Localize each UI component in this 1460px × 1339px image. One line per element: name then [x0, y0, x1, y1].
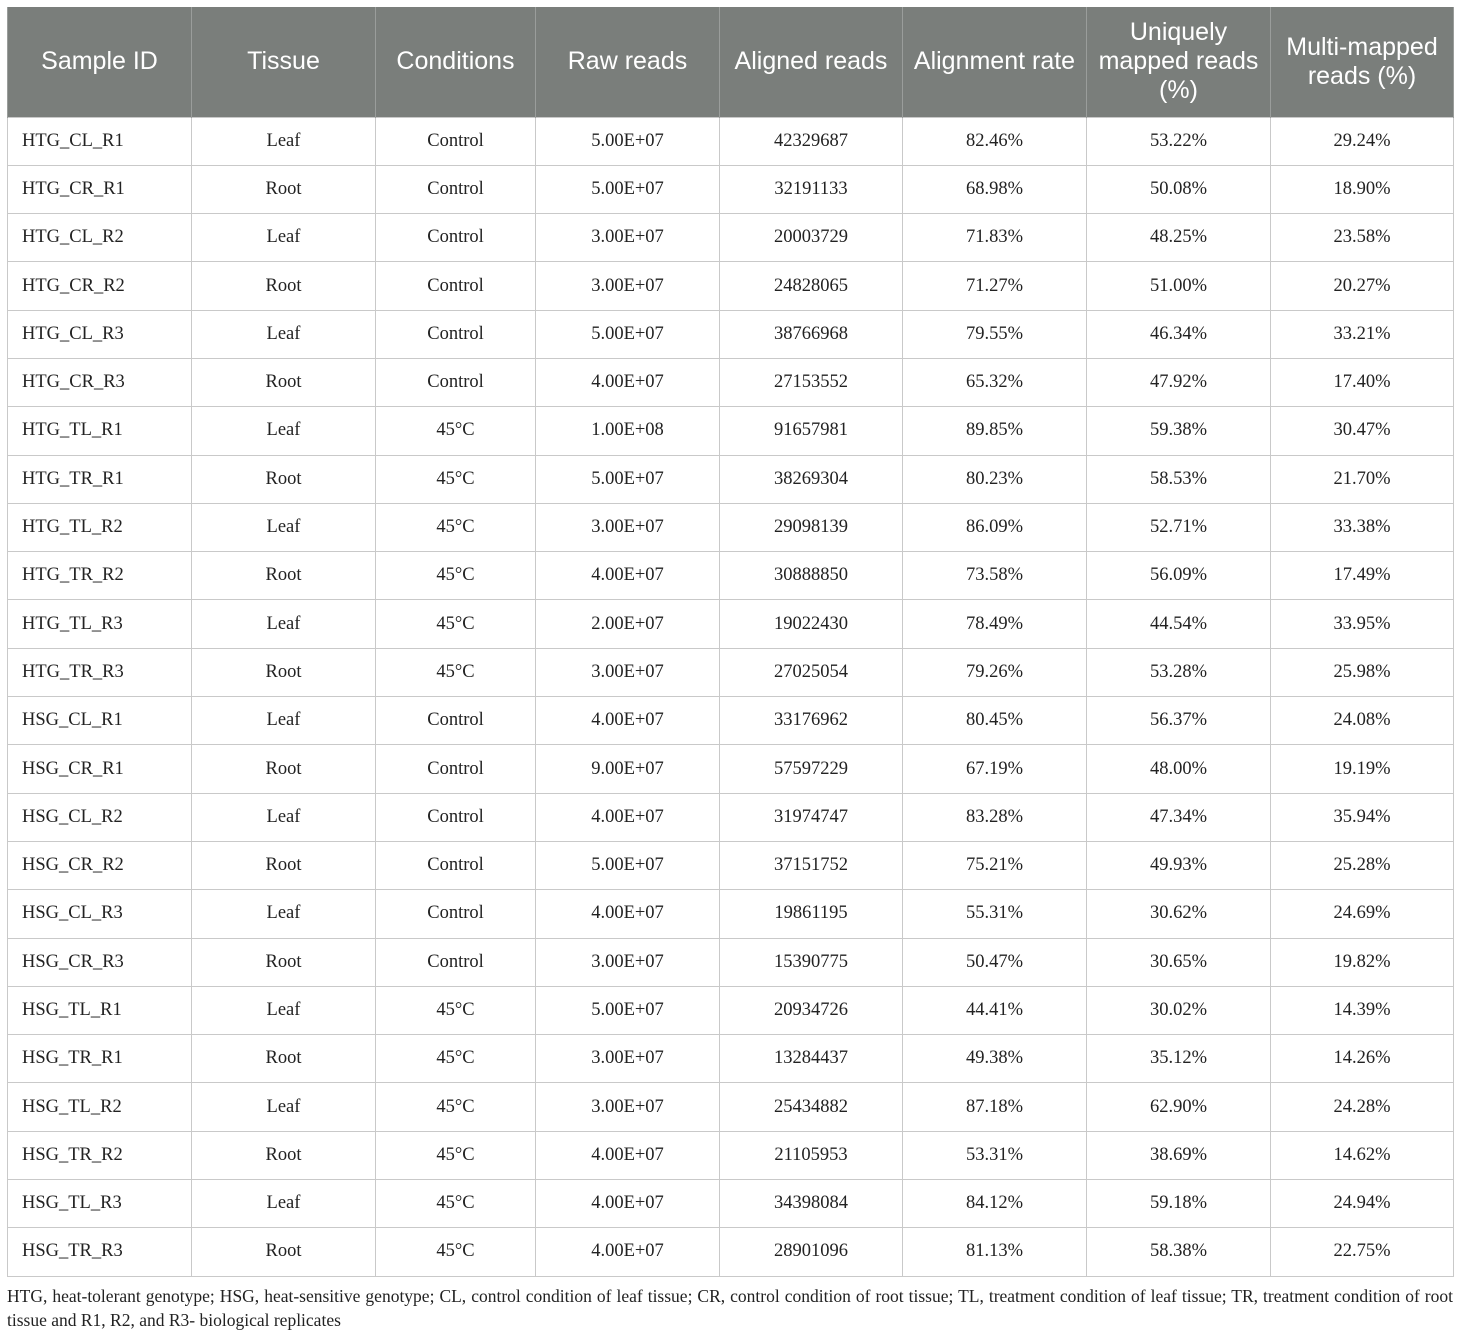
table-cell: 62.90%	[1087, 1083, 1271, 1131]
column-header: Tissue	[192, 7, 376, 117]
table-cell: 28901096	[720, 1228, 903, 1276]
table-cell: 53.22%	[1087, 117, 1271, 165]
table-cell: 15390775	[720, 938, 903, 986]
table-cell: 4.00E+07	[536, 1131, 720, 1179]
table-cell: 58.53%	[1087, 455, 1271, 503]
table-cell: 49.38%	[903, 1035, 1087, 1083]
table-cell: 50.47%	[903, 938, 1087, 986]
table-cell: HTG_CL_R3	[8, 310, 192, 358]
table-cell: 14.26%	[1271, 1035, 1454, 1083]
table-row	[8, 600, 1454, 648]
table-cell: 24.28%	[1271, 1083, 1454, 1131]
table-cell: 17.40%	[1271, 358, 1454, 406]
table-cell: 19.82%	[1271, 938, 1454, 986]
table-row	[8, 1083, 1454, 1131]
table-cell: 5.00E+07	[536, 165, 720, 213]
table-cell: 21.70%	[1271, 455, 1454, 503]
table-cell: HTG_CR_R1	[8, 165, 192, 213]
table-cell: 84.12%	[903, 1180, 1087, 1228]
table-cell: 3.00E+07	[536, 648, 720, 696]
table-row	[8, 1035, 1454, 1083]
table-cell: 32191133	[720, 165, 903, 213]
table-cell: Control	[376, 310, 536, 358]
table-cell: HSG_TL_R3	[8, 1180, 192, 1228]
table-cell: 3.00E+07	[536, 503, 720, 551]
table-cell: 53.28%	[1087, 648, 1271, 696]
column-header: Sample ID	[8, 7, 192, 117]
table-cell: 78.49%	[903, 600, 1087, 648]
table-cell: 80.45%	[903, 697, 1087, 745]
table-cell: 47.34%	[1087, 793, 1271, 841]
table-cell: 89.85%	[903, 407, 1087, 455]
table-cell: 87.18%	[903, 1083, 1087, 1131]
table-cell: 67.19%	[903, 745, 1087, 793]
table-cell: 58.38%	[1087, 1228, 1271, 1276]
table-cell: 2.00E+07	[536, 600, 720, 648]
table-cell: 24.69%	[1271, 890, 1454, 938]
table-cell: 68.98%	[903, 165, 1087, 213]
table-cell: 80.23%	[903, 455, 1087, 503]
table-cell: Control	[376, 793, 536, 841]
table-cell: HTG_CR_R2	[8, 262, 192, 310]
table-body	[8, 117, 1454, 1276]
table-cell: Root	[192, 552, 376, 600]
table-cell: 5.00E+07	[536, 986, 720, 1034]
table-cell: 44.41%	[903, 986, 1087, 1034]
table-row	[8, 552, 1454, 600]
table-cell: 42329687	[720, 117, 903, 165]
table-cell: 30.47%	[1271, 407, 1454, 455]
table-cell: 1.00E+08	[536, 407, 720, 455]
table-cell: Control	[376, 890, 536, 938]
table-cell: HSG_TR_R3	[8, 1228, 192, 1276]
table-cell: HSG_CR_R2	[8, 841, 192, 889]
table-cell: Control	[376, 697, 536, 745]
table-cell: 20934726	[720, 986, 903, 1034]
table-row	[8, 1131, 1454, 1179]
table-cell: 46.34%	[1087, 310, 1271, 358]
table-cell: 71.83%	[903, 214, 1087, 262]
table-cell: Root	[192, 745, 376, 793]
table-cell: 47.92%	[1087, 358, 1271, 406]
table-cell: 19.19%	[1271, 745, 1454, 793]
table-cell: 3.00E+07	[536, 1083, 720, 1131]
table-cell: Root	[192, 841, 376, 889]
table-footnote: HTG, heat-tolerant genotype; HSG, heat-sensitive genotype; CL, control condition of leaf tissue; CR, control condition of root tissue; TL, treatment condition of leaf tissue; TR, treatment condition of root tissue and R1, R2, and R3- biological replicates	[7, 1286, 1453, 1330]
table-cell: 25434882	[720, 1083, 903, 1131]
table-cell: HTG_TR_R3	[8, 648, 192, 696]
header-row	[8, 7, 1454, 117]
table-cell: 79.55%	[903, 310, 1087, 358]
column-header: Uniquely mapped reads (%)	[1087, 7, 1271, 117]
table-cell: 4.00E+07	[536, 1180, 720, 1228]
table-row	[8, 697, 1454, 745]
table-row	[8, 262, 1454, 310]
table-cell: 35.94%	[1271, 793, 1454, 841]
table-cell: Control	[376, 938, 536, 986]
table-cell: 4.00E+07	[536, 890, 720, 938]
table-cell: Root	[192, 455, 376, 503]
table-cell: 38.69%	[1087, 1131, 1271, 1179]
table-cell: Control	[376, 262, 536, 310]
table-cell: 4.00E+07	[536, 358, 720, 406]
sequencing-summary-table	[7, 7, 1454, 1277]
table-cell: 24.94%	[1271, 1180, 1454, 1228]
table-cell: 34398084	[720, 1180, 903, 1228]
table-cell: HSG_TL_R2	[8, 1083, 192, 1131]
table-cell: 19022430	[720, 600, 903, 648]
table-cell: 33.38%	[1271, 503, 1454, 551]
table-cell: 22.75%	[1271, 1228, 1454, 1276]
table-row	[8, 214, 1454, 262]
table-cell: 81.13%	[903, 1228, 1087, 1276]
table-row	[8, 938, 1454, 986]
table-cell: 33176962	[720, 697, 903, 745]
table-cell: 56.09%	[1087, 552, 1271, 600]
column-header: Alignment rate	[903, 7, 1087, 117]
table-cell: 49.93%	[1087, 841, 1271, 889]
column-header: Aligned reads	[720, 7, 903, 117]
table-cell: 30.62%	[1087, 890, 1271, 938]
table-cell: HTG_TL_R2	[8, 503, 192, 551]
table-cell: HSG_TR_R1	[8, 1035, 192, 1083]
table-cell: 55.31%	[903, 890, 1087, 938]
table-cell: 45°C	[376, 1180, 536, 1228]
table-cell: 27153552	[720, 358, 903, 406]
table-cell: 18.90%	[1271, 165, 1454, 213]
table-cell: 45°C	[376, 600, 536, 648]
table-cell: HSG_CL_R1	[8, 697, 192, 745]
table-cell: HTG_TR_R2	[8, 552, 192, 600]
table-cell: 82.46%	[903, 117, 1087, 165]
table-cell: 21105953	[720, 1131, 903, 1179]
table-cell: 37151752	[720, 841, 903, 889]
table-cell: 24.08%	[1271, 697, 1454, 745]
table-row	[8, 503, 1454, 551]
table-row	[8, 310, 1454, 358]
table-cell: 48.00%	[1087, 745, 1271, 793]
table-cell: 3.00E+07	[536, 214, 720, 262]
table-row	[8, 358, 1454, 406]
table-row	[8, 793, 1454, 841]
table-cell: Root	[192, 938, 376, 986]
table-cell: Leaf	[192, 117, 376, 165]
table-cell: 79.26%	[903, 648, 1087, 696]
table-cell: 45°C	[376, 1035, 536, 1083]
table-cell: Leaf	[192, 214, 376, 262]
table-cell: HTG_TL_R3	[8, 600, 192, 648]
table-cell: Leaf	[192, 600, 376, 648]
table-cell: 45°C	[376, 648, 536, 696]
table-cell: 4.00E+07	[536, 793, 720, 841]
data-table-container	[7, 7, 1453, 1277]
table-cell: 17.49%	[1271, 552, 1454, 600]
table-row	[8, 986, 1454, 1034]
table-header	[8, 7, 1454, 117]
table-cell: Control	[376, 841, 536, 889]
table-cell: 45°C	[376, 455, 536, 503]
table-cell: 35.12%	[1087, 1035, 1271, 1083]
table-row	[8, 165, 1454, 213]
table-cell: 75.21%	[903, 841, 1087, 889]
table-cell: Leaf	[192, 1083, 376, 1131]
table-cell: 20.27%	[1271, 262, 1454, 310]
table-cell: Leaf	[192, 986, 376, 1034]
table-cell: 44.54%	[1087, 600, 1271, 648]
table-cell: Control	[376, 358, 536, 406]
table-cell: 73.58%	[903, 552, 1087, 600]
table-cell: 38766968	[720, 310, 903, 358]
table-cell: 5.00E+07	[536, 117, 720, 165]
table-cell: 59.18%	[1087, 1180, 1271, 1228]
table-cell: 56.37%	[1087, 697, 1271, 745]
table-row	[8, 648, 1454, 696]
table-cell: HSG_TR_R2	[8, 1131, 192, 1179]
column-header: Raw reads	[536, 7, 720, 117]
table-cell: 57597229	[720, 745, 903, 793]
table-cell: Leaf	[192, 793, 376, 841]
table-cell: Leaf	[192, 503, 376, 551]
table-cell: 4.00E+07	[536, 697, 720, 745]
table-cell: HTG_CL_R2	[8, 214, 192, 262]
table-cell: 3.00E+07	[536, 1035, 720, 1083]
table-cell: 51.00%	[1087, 262, 1271, 310]
table-cell: 45°C	[376, 407, 536, 455]
table-cell: 14.39%	[1271, 986, 1454, 1034]
table-cell: 13284437	[720, 1035, 903, 1083]
table-cell: 5.00E+07	[536, 455, 720, 503]
table-cell: 38269304	[720, 455, 903, 503]
table-cell: Leaf	[192, 697, 376, 745]
table-cell: 27025054	[720, 648, 903, 696]
table-cell: Control	[376, 117, 536, 165]
column-header: Multi-mapped reads (%)	[1271, 7, 1454, 117]
table-cell: 52.71%	[1087, 503, 1271, 551]
table-cell: 3.00E+07	[536, 262, 720, 310]
table-cell: HTG_TR_R1	[8, 455, 192, 503]
table-row	[8, 455, 1454, 503]
table-row	[8, 745, 1454, 793]
table-cell: Leaf	[192, 407, 376, 455]
table-cell: 5.00E+07	[536, 841, 720, 889]
table-cell: Root	[192, 1131, 376, 1179]
table-cell: 48.25%	[1087, 214, 1271, 262]
table-cell: HSG_CR_R1	[8, 745, 192, 793]
table-cell: 91657981	[720, 407, 903, 455]
table-cell: Root	[192, 1228, 376, 1276]
table-cell: Leaf	[192, 1180, 376, 1228]
table-cell: HTG_CR_R3	[8, 358, 192, 406]
table-cell: HTG_TL_R1	[8, 407, 192, 455]
table-cell: 23.58%	[1271, 214, 1454, 262]
table-cell: 25.98%	[1271, 648, 1454, 696]
table-cell: Root	[192, 648, 376, 696]
table-cell: 14.62%	[1271, 1131, 1454, 1179]
table-cell: 25.28%	[1271, 841, 1454, 889]
table-cell: 33.95%	[1271, 600, 1454, 648]
table-cell: 3.00E+07	[536, 938, 720, 986]
table-row	[8, 890, 1454, 938]
table-cell: 83.28%	[903, 793, 1087, 841]
table-row	[8, 1180, 1454, 1228]
table-cell: 33.21%	[1271, 310, 1454, 358]
table-cell: 45°C	[376, 986, 536, 1034]
table-cell: 45°C	[376, 1083, 536, 1131]
table-cell: 31974747	[720, 793, 903, 841]
table-cell: Leaf	[192, 310, 376, 358]
table-cell: 45°C	[376, 503, 536, 551]
table-cell: 86.09%	[903, 503, 1087, 551]
table-cell: 19861195	[720, 890, 903, 938]
table-cell: 4.00E+07	[536, 552, 720, 600]
table-cell: Root	[192, 165, 376, 213]
table-cell: 45°C	[376, 1131, 536, 1179]
table-cell: Root	[192, 262, 376, 310]
table-cell: 30.02%	[1087, 986, 1271, 1034]
table-cell: 53.31%	[903, 1131, 1087, 1179]
table-cell: 45°C	[376, 552, 536, 600]
table-cell: Leaf	[192, 890, 376, 938]
table-cell: HSG_CL_R2	[8, 793, 192, 841]
table-cell: 29.24%	[1271, 117, 1454, 165]
table-cell: 50.08%	[1087, 165, 1271, 213]
table-cell: 5.00E+07	[536, 310, 720, 358]
table-cell: HTG_CL_R1	[8, 117, 192, 165]
table-cell: 30.65%	[1087, 938, 1271, 986]
table-cell: 65.32%	[903, 358, 1087, 406]
column-header: Conditions	[376, 7, 536, 117]
table-row	[8, 1228, 1454, 1276]
table-cell: 29098139	[720, 503, 903, 551]
table-cell: 71.27%	[903, 262, 1087, 310]
table-cell: Control	[376, 165, 536, 213]
table-cell: Root	[192, 1035, 376, 1083]
table-cell: 4.00E+07	[536, 1228, 720, 1276]
table-cell: 59.38%	[1087, 407, 1271, 455]
table-cell: 30888850	[720, 552, 903, 600]
table-cell: Root	[192, 358, 376, 406]
table-row	[8, 117, 1454, 165]
table-cell: Control	[376, 214, 536, 262]
table-cell: 24828065	[720, 262, 903, 310]
table-cell: 20003729	[720, 214, 903, 262]
table-cell: HSG_CL_R3	[8, 890, 192, 938]
table-cell: 9.00E+07	[536, 745, 720, 793]
table-cell: 45°C	[376, 1228, 536, 1276]
table-row	[8, 841, 1454, 889]
table-cell: HSG_TL_R1	[8, 986, 192, 1034]
table-cell: HSG_CR_R3	[8, 938, 192, 986]
table-row	[8, 407, 1454, 455]
table-cell: Control	[376, 745, 536, 793]
